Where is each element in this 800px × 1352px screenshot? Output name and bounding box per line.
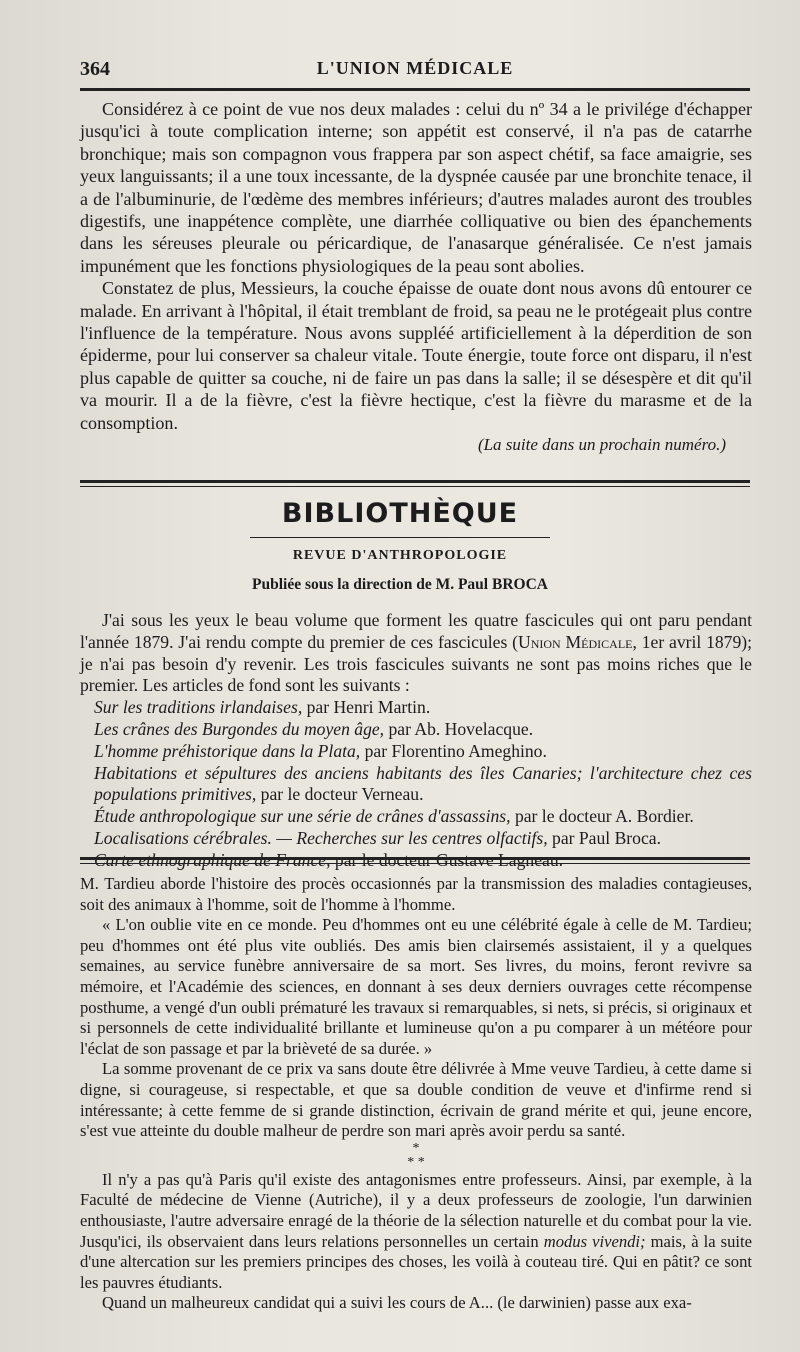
article-paragraph: Constatez de plus, Messieurs, la couche épaisse de ouate dont nous avons dû entourer ce malade. En arrivant à l'hôpital, il était tremblant de froid, sa peau ne le protégeait plus contre l'influence de la température. Nous avons suppléé artificiellement à la déperdition de son épiderme, pour lui conserver sa chaleur vitale. Toute énergie, toute force ont disparu, il n'est plus capable de quitter sa couche, ni de faire un pas dans la salle; il se désespère et dit qu'il va mourir. Il a de la fièvre, c'est la fièvre hectique, c'est la fièvre du marasme et de la consomption.: [80, 278, 752, 433]
continuation-note: (La suite dans un prochain numéro.): [477, 435, 726, 455]
page-number: 364: [80, 58, 110, 80]
journal-reference: Union Médicale: [518, 631, 633, 652]
list-item: Les crânes des Burgondes du moyen âge, par Ab. Hovelacque.: [94, 718, 534, 739]
article-paragraph: Considérez à ce point de vue nos deux malades : celui du nº 34 a le privilége d'échapper jusqu'ici à toute complication interne; son appétit est conservé, il n'a pas de catarrhe bronchique; mais son compagnon vous frappera par son aspect chétif, sa face amaigrie, ses yeux languissants; il a une toux incessante, de la dyspnée causée par une bronchite tenace, il a de l'albuminurie, de l'œdème des membres inférieurs; d'autres malades auront des troubles digestifs, une inappétence complète, une diarrhée colliquative ou bien des épanchements dans les séreuses pleurale ou péricardique, de l'anasarque généralisée. Ce n'est jamais impunément que les fonctions physiologiques de la peau sont abolies.: [80, 99, 752, 276]
chronicle-paragraph: M. Tardieu aborde l'histoire des procès occasionnés par la transmission des maladies contagieuses, soit des animaux à l'homme, soit de l'homme à l'homme.: [80, 874, 752, 914]
section-rule-bottom: [80, 857, 750, 860]
section-rule-top-thin: [80, 486, 750, 487]
chronicle-paragraph: La somme provenant de ce prix va sans doute être délivrée à Mme veuve Tardieu, à cette dame si digne, si courageuse, si respectable, et que sa double condition de veuve et d'infirme rend si intéressante; à cette femme de si grande distinction, écrivain de grand mérite et qui, jeune encore, s'est vue atteinte du double malheur de perdre son mari après avoir perdu sa santé.: [80, 1059, 752, 1141]
list-item: Sur les traditions irlandaises, par Henri Martin.: [94, 697, 431, 718]
list-item: [80, 850, 752, 872]
journal-title: L'UNION MÉDICALE: [316, 58, 514, 78]
article-body: [80, 98, 752, 457]
header-rule: [80, 88, 750, 91]
list-item: L'homme préhistorique dans la Plata, par Florentino Ameghino.: [94, 740, 547, 761]
bibliotheque-body: [80, 610, 752, 872]
list-item: Étude anthropologique sur une série de crânes d'assassins, par le docteur A. Bordier.: [94, 806, 694, 827]
review-direction: Publiée sous la direction de M. Paul BROCA: [252, 576, 548, 593]
chronicle-body: [80, 874, 752, 1314]
title-underline: [250, 537, 550, 538]
list-item: Habitations et sépultures des anciens habitants des îles Canaries; l'architecture chez ces populations primitives, par le docteur Verneau.: [94, 762, 752, 805]
chronicle-paragraph: Quand un malheureux candidat qui a suivi les cours de A... (le darwinien) passe aux exa-: [102, 1293, 692, 1313]
section-rule-top: [80, 480, 750, 483]
page-header: [80, 52, 750, 86]
section-rule-bottom-thin: [80, 863, 750, 864]
chronicle-paragraph: Il n'y a pas qu'à Paris qu'il existe des antagonismes entre professeurs. Ainsi, par exemple, à la Faculté de médecine de Vienne (Autriche), il y a deux professeurs de zoologie, l'un darwinien enthousiaste, l'autre adversaire enragé de la théorie de la sélection naturelle et du combat pour la vie. Jusqu'ici, ils observaient dans leurs relations personnelles un certain modus vivendi; mais, à la suite d'une altercation sur les premiers principes des choses, les voilà à couteau tiré. Qui en pâtit? ce sont les pauvres étudiants.: [80, 1169, 752, 1292]
asterism: * * *: [407, 1140, 425, 1170]
review-intro: J'ai sous les yeux le beau volume que forment les quatre fascicules qui ont paru pendant l'année 1879. J'ai rendu compte du premier de ces fascicules (Union Médicale, 1er avril 1879); je n'ai pas besoin d'y revenir. Les trois fascicules suivants ne sont pas moins riches que le premier. Les articles de fond sont les suivants :: [80, 610, 753, 696]
chronicle-quote: « L'on oublie vite en ce monde. Peu d'hommes ont eu une célébrité égale à celle de M. Tardieu; peu d'hommes ont été plus vite oubliés. Des amis bien clairsemés assistaient, il y a quelques semaines, au service funèbre anniversaire de sa mort. Ses livres, du moins, feront revivre sa mémoire, et l'Académie des sciences, en donnant à ses deux derniers ouvrages cette récompense posthume, a vengé d'un oubli prématuré les travaux si remarquables, si nets, si précis, si originaux et si personnels de cette individualité brillante et lumineuse qu'on a pu comparer à un météore pour l'éclat de son passage et par la brièveté de sa durée. »: [80, 915, 752, 1058]
article-list: [80, 697, 752, 871]
review-title: REVUE D'ANTHROPOLOGIE: [292, 548, 508, 563]
list-item: Localisations cérébrales. — Recherches sur les centres olfactifs, par Paul Broca.: [94, 827, 661, 848]
section-title: BIBLIOTHÈQUE: [281, 498, 519, 529]
